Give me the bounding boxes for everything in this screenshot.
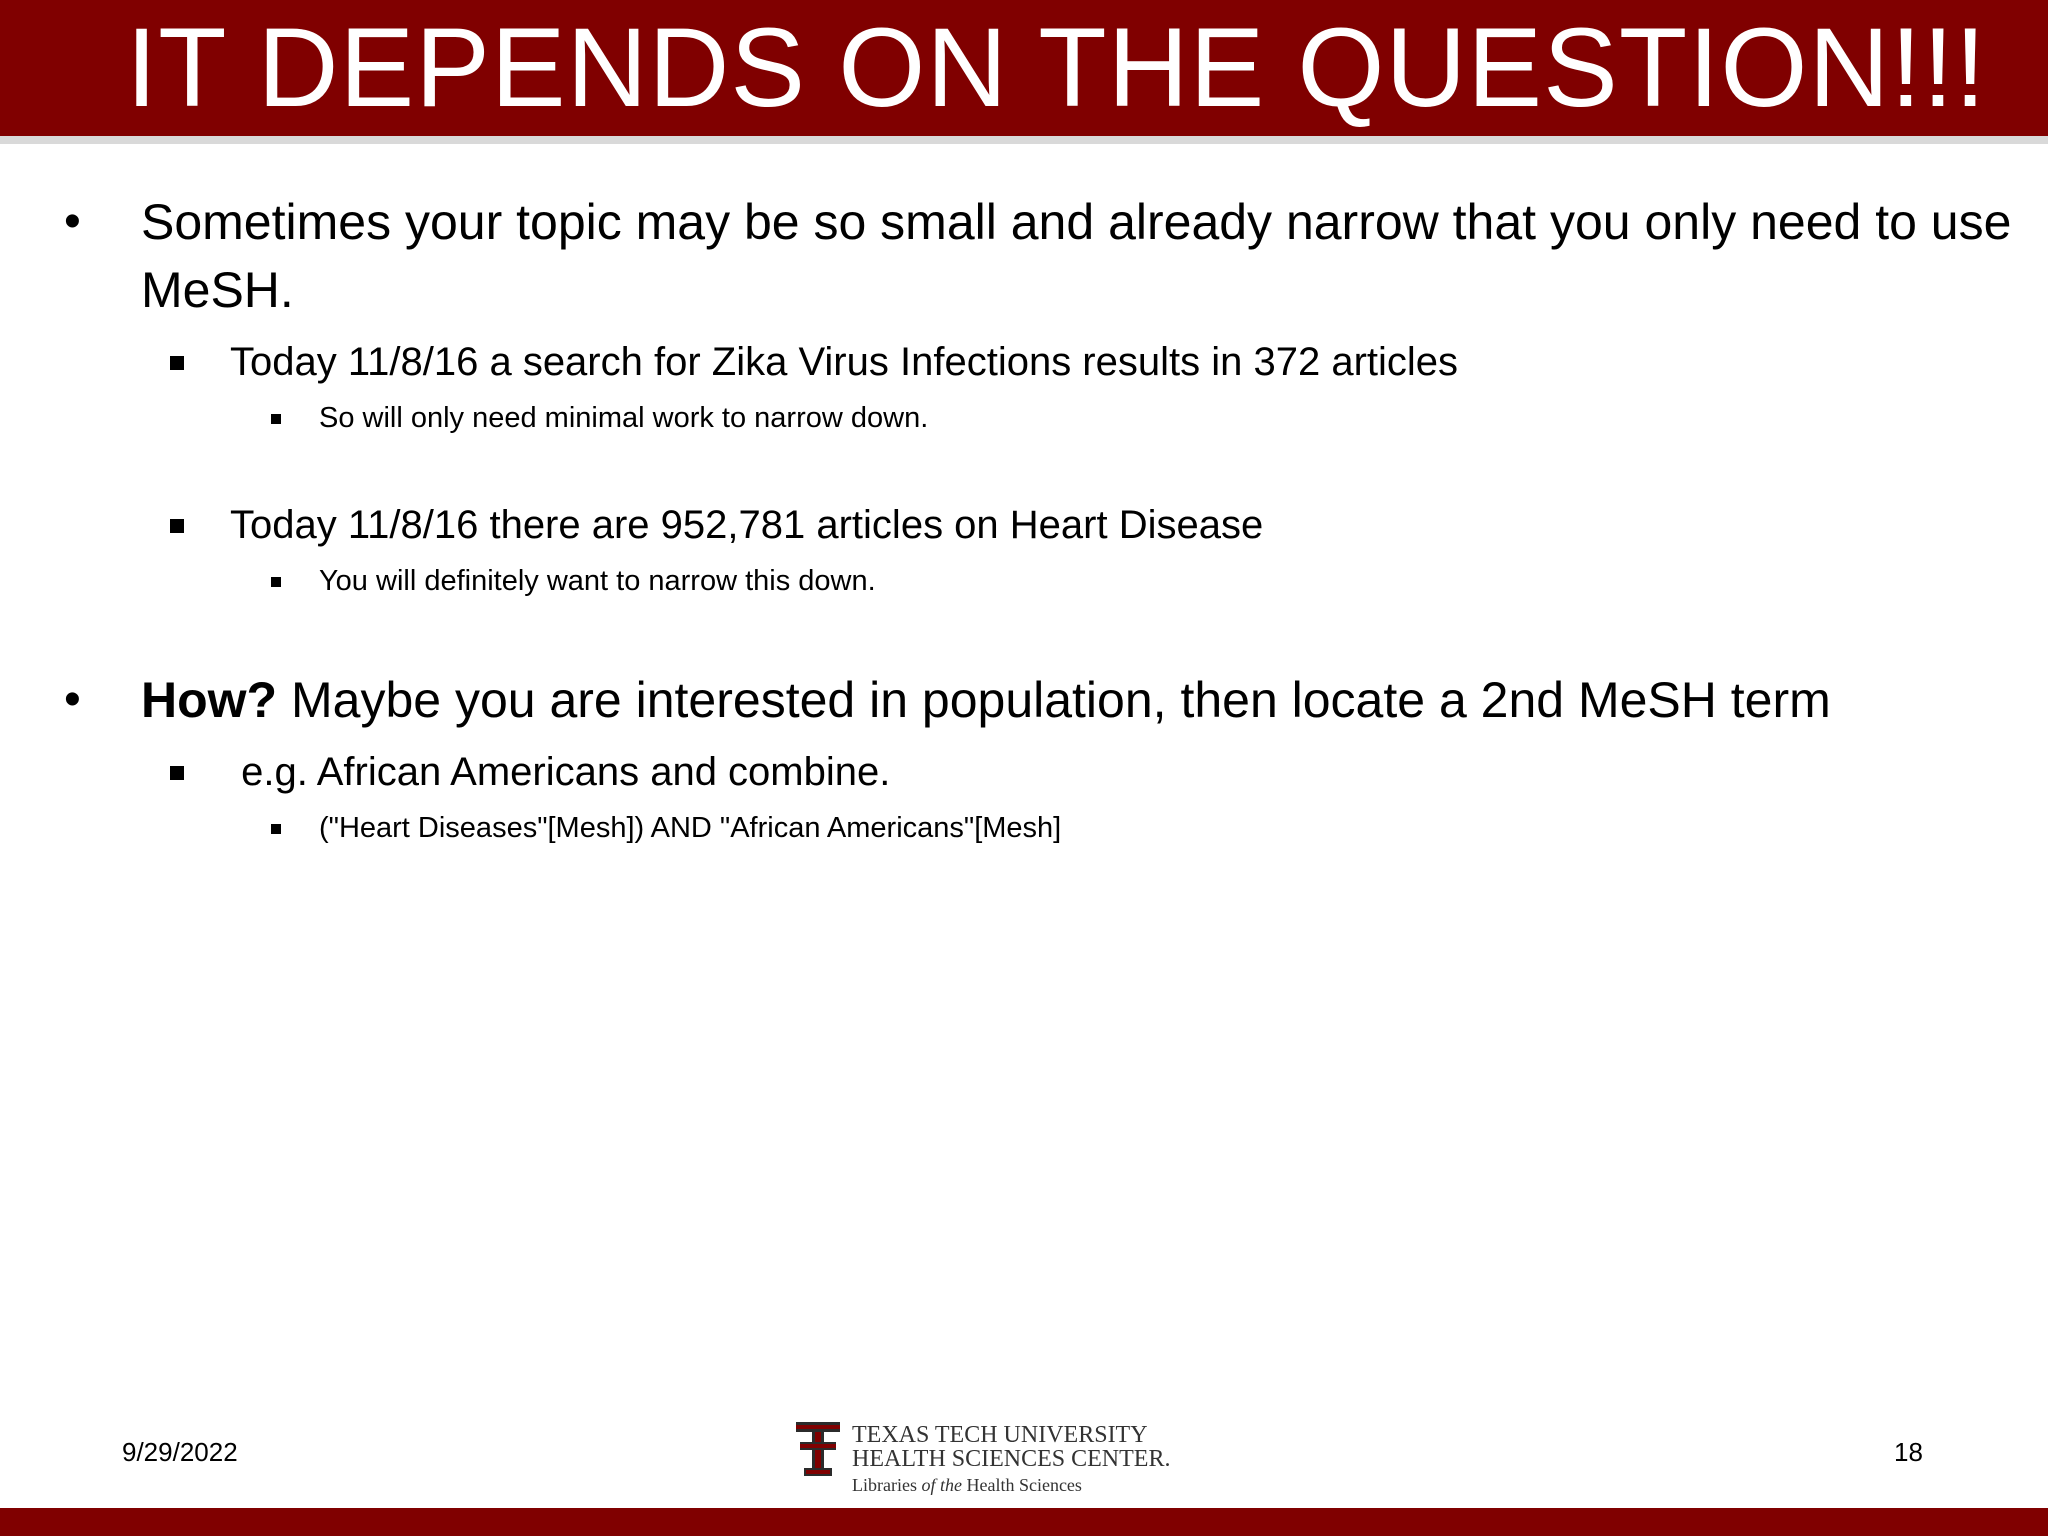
- logo-line-1: TEXAS TECH UNIVERSITY: [852, 1422, 1148, 1448]
- university-logo: [796, 1418, 1171, 1498]
- bullet-1-sub-1-detail-text: So will only need minimal work to narrow down.: [319, 402, 929, 434]
- bullet-1-text: Sometimes your topic may be so small and already narrow that you only need to use MeSH.: [141, 194, 2012, 318]
- title-bar: [0, 0, 2048, 136]
- bullet-1-sub-1-text: Today 11/8/16 a search for Zika Virus Infections results in 372 articles: [230, 340, 1459, 384]
- double-t-logo-icon: [796, 1422, 840, 1478]
- bullet-2-sub-1-detail-text: ("Heart Diseases"[Mesh]) AND "African Americans"[Mesh]: [319, 812, 1062, 844]
- title-divider: [0, 136, 2048, 144]
- bullet-dot: •: [64, 673, 81, 726]
- bullet-2-text: [141, 666, 2041, 734]
- logo-line-3-em: of the: [921, 1475, 962, 1495]
- square-bullet-icon: [271, 577, 281, 587]
- logo-line-3-post: Health Sciences: [961, 1475, 1082, 1495]
- square-bullet-icon: [170, 519, 184, 533]
- logo-line-2: HEALTH SCIENCES CENTER.: [852, 1446, 1171, 1472]
- bottom-bar: [0, 1508, 2048, 1536]
- footer-date: 9/29/2022: [122, 1437, 238, 1467]
- page-number: 18: [1894, 1437, 1923, 1467]
- logo-line-3: [852, 1474, 1082, 1496]
- bullet-dot: •: [64, 195, 81, 248]
- bullet-2-sub-1-text: e.g. African Americans and combine.: [230, 750, 891, 794]
- bullet-2-bold: How?: [141, 672, 278, 728]
- bullet-1-sub-2-text: Today 11/8/16 there are 952,781 articles on Heart Disease: [230, 503, 1264, 547]
- slide-title: IT DEPENDS ON THE QUESTION!!!: [126, 5, 1987, 130]
- bullet-1-sub-2-detail-text: You will definitely want to narrow this down.: [319, 565, 876, 597]
- bullet-2-body: Maybe you are interested in population, then locate a 2nd MeSH term: [277, 672, 1831, 728]
- square-bullet-icon: [271, 414, 281, 424]
- square-bullet-icon: [170, 356, 184, 370]
- square-bullet-icon: [271, 824, 281, 834]
- logo-line-3-pre: Libraries: [852, 1475, 922, 1495]
- square-bullet-icon: [170, 766, 184, 780]
